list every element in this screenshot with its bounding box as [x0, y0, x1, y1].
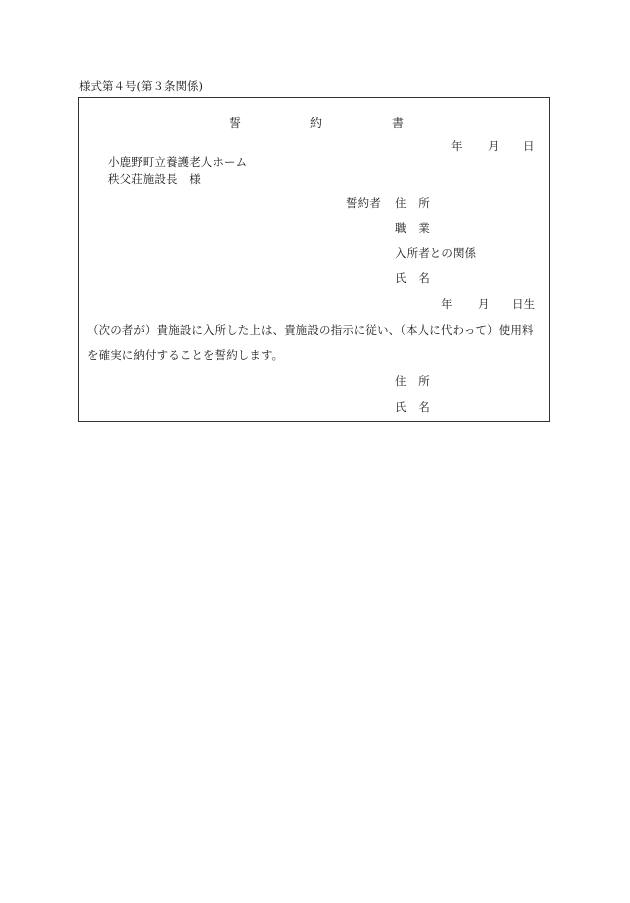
pledger-role-label: 誓約者 — [346, 196, 381, 210]
date-day-label: 日 — [523, 139, 535, 153]
statement-line-2: を確実に納付することを誓約します。 — [87, 348, 284, 362]
title-char-3: 書 — [392, 116, 405, 130]
date-year-label: 年 — [451, 139, 463, 153]
birth-month-label: 月 — [478, 297, 490, 311]
addressee-director: 秩父荘施設長 様 — [108, 172, 201, 186]
statement-line-1: （次の者が）貴施設に入所した上は、貴施設の指示に従い、（本人に代わって）使用料 — [87, 323, 534, 337]
addressee-facility: 小鹿野町立養護老人ホーム — [108, 155, 248, 169]
birth-day-label: 日生 — [512, 297, 536, 311]
birth-year-label: 年 — [441, 297, 453, 311]
pledger-name-label: 氏 名 — [395, 271, 430, 285]
resident-name-label: 氏 名 — [395, 400, 430, 414]
title-char-2: 約 — [310, 116, 323, 130]
resident-address-label: 住 所 — [395, 374, 430, 388]
pledger-occupation-label: 職 業 — [395, 221, 430, 235]
pledge-form-frame — [78, 97, 550, 422]
form-number: 様式第４号(第３条関係) — [79, 79, 203, 93]
date-month-label: 月 — [488, 139, 500, 153]
pledger-relation-label: 入所者との関係 — [395, 246, 477, 260]
pledger-address-label: 住 所 — [395, 196, 430, 210]
title-char-1: 誓 — [229, 116, 242, 130]
